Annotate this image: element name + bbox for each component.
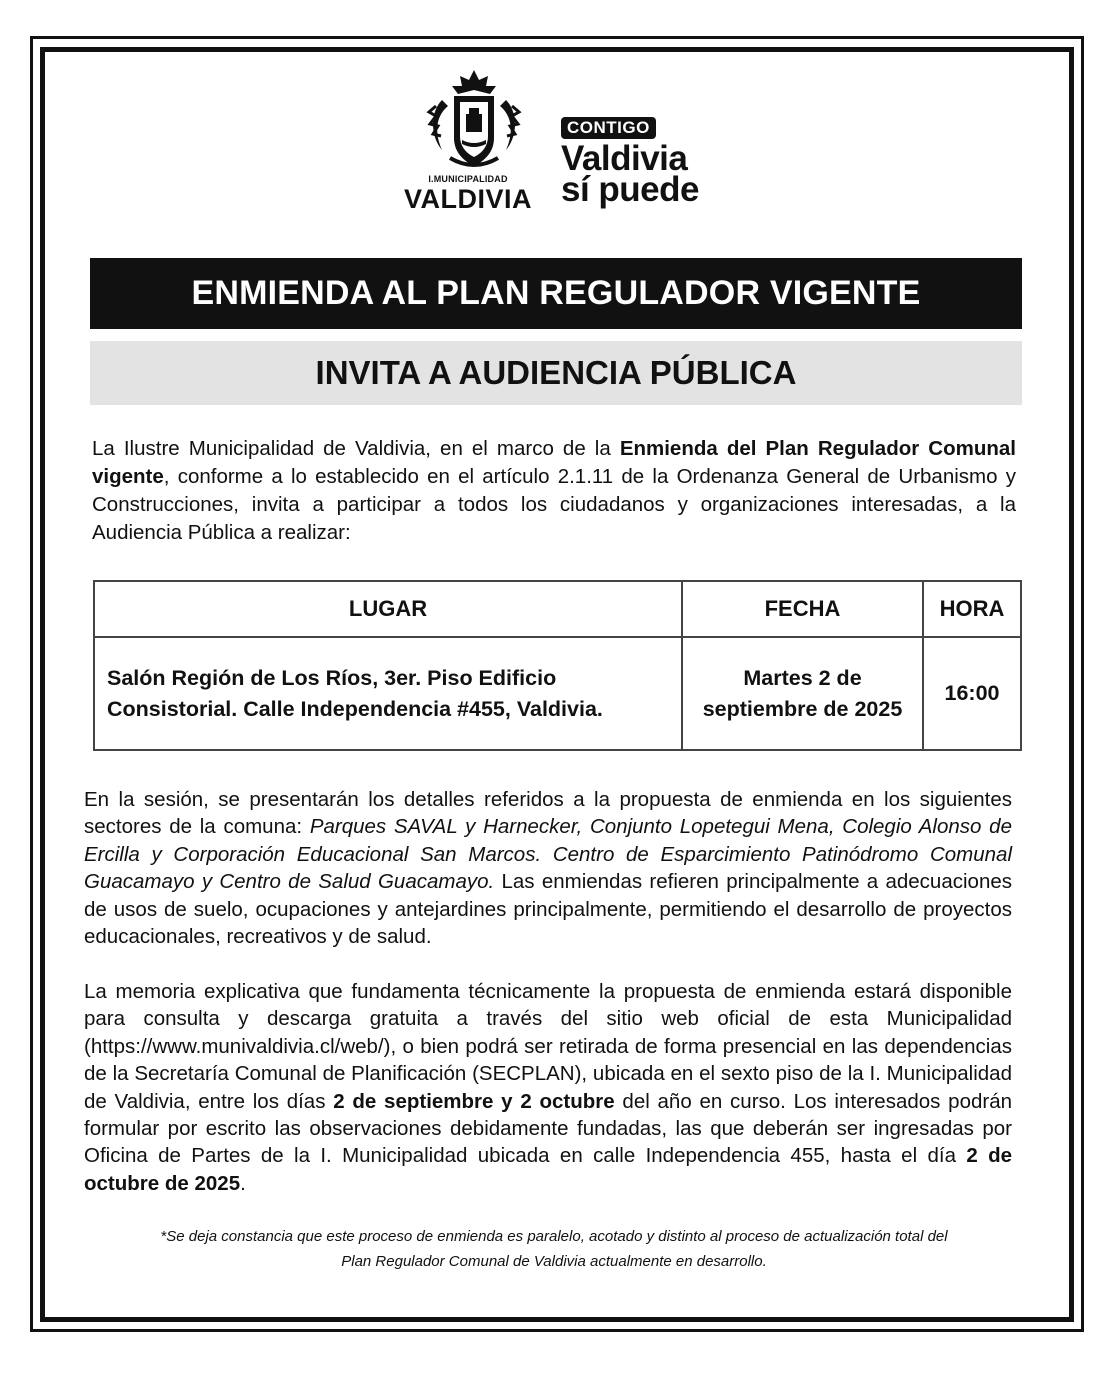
event-table (93, 580, 1022, 751)
sectors-text-1: En la sesión, se presentarán los detalles referidos a la propuesta de enmienda en los siguientes sectores de la comuna: (84, 788, 1012, 839)
municipal-crest-icon (424, 66, 524, 176)
header-fecha: FECHA (682, 581, 923, 637)
page-title: ENMIENDA AL PLAN REGULADOR VIGENTE (90, 258, 1022, 329)
slogan (561, 139, 699, 209)
muni-name-label: VALDIVIA (403, 184, 532, 214)
footnote-line-1: *Se deja constancia que este proceso de enmienda es paralelo, acotado y distinto al proceso de actualización total del (160, 1228, 948, 1245)
cell-fecha: Martes 2 de septiembre de 2025 (682, 637, 923, 750)
slogan-line-2: sí puede (561, 170, 699, 209)
sectors-text-2: Las enmiendas refieren principalmente a adecuaciones de usos de suelo, ocupaciones y antejardines principalmente, permitiendo el desarrollo de proyectos educacionales, recreativos y de salud. (84, 870, 1012, 949)
cell-hora: 16:00 (923, 637, 1021, 750)
table-row (94, 637, 1021, 750)
memoria-bold-2: 2 de octubre de 2025 (84, 1144, 1012, 1195)
intro-text-2: , conforme a lo establecido en el artículo 2.1.11 de la Ordenanza General de Urbanismo y Construcciones, invita a participar a todos los ciudadanos y organizaciones interesadas, a la Audiencia Pública a realizar: (92, 465, 1016, 544)
sectors-italic: Parques SAVAL y Harnecker, Conjunto Lopetegui Mena, Colegio Alonso de Ercilla y Corporación Educacional San Marcos. Centro de Esparcimiento Patinódromo Comunal Guacamayo y Centro de Salud Guacamayo. (84, 815, 1012, 894)
intro-bold: Enmienda del Plan Regulador Comunal vigente (92, 437, 1016, 488)
memoria-bold-1: 2 de septiembre y 2 octubre (333, 1089, 615, 1113)
page-subtitle: INVITA A AUDIENCIA PÚBLICA (90, 341, 1022, 405)
footnote (84, 1224, 1024, 1274)
table-header-row (94, 581, 1021, 637)
memoria-text-2: del año en curso. Los interesados podrán formular por escrito las observaciones debidamente fundadas, las que deberán ser ingresadas por Oficina de Partes de la I. Municipalidad ubicada en calle Independencia 455, hasta el día (84, 1089, 1012, 1168)
cell-lugar: Salón Región de Los Ríos, 3er. Piso Edificio Consistorial. Calle Independencia #455, Valdivia. (94, 637, 682, 750)
slogan-line-1: Valdivia (561, 139, 688, 178)
header-hora: HORA (923, 581, 1021, 637)
memoria-text-3: . (240, 1171, 246, 1195)
memoria-text-1: La memoria explicativa que fundamenta técnicamente la propuesta de enmienda estará disponible para consulta y descarga gratuita a través del sitio web oficial de esta Municipalidad (https://www.munivaldivia.cl/web/), o bien podrá ser retirada de forma presencial en las dependencias de la Secretaría Comunal de Planificación (SECPLAN), ubicada en el sexto piso de la I. Municipalidad de Valdivia, entre los días (84, 980, 1012, 1113)
footnote-line-2: Plan Regulador Comunal de Valdivia actualmente en desarrollo. (341, 1253, 767, 1270)
muni-small-label: I.MUNICIPALIDAD (428, 174, 508, 184)
memoria-paragraph (84, 978, 1012, 1197)
intro-text-1: La Ilustre Municipalidad de Valdivia, en el marco de la (92, 437, 620, 460)
contigo-badge: CONTIGO (561, 117, 656, 139)
intro-paragraph (92, 435, 1016, 547)
logo-group (398, 66, 738, 218)
header-lugar: LUGAR (94, 581, 682, 637)
sectors-paragraph (84, 786, 1012, 950)
